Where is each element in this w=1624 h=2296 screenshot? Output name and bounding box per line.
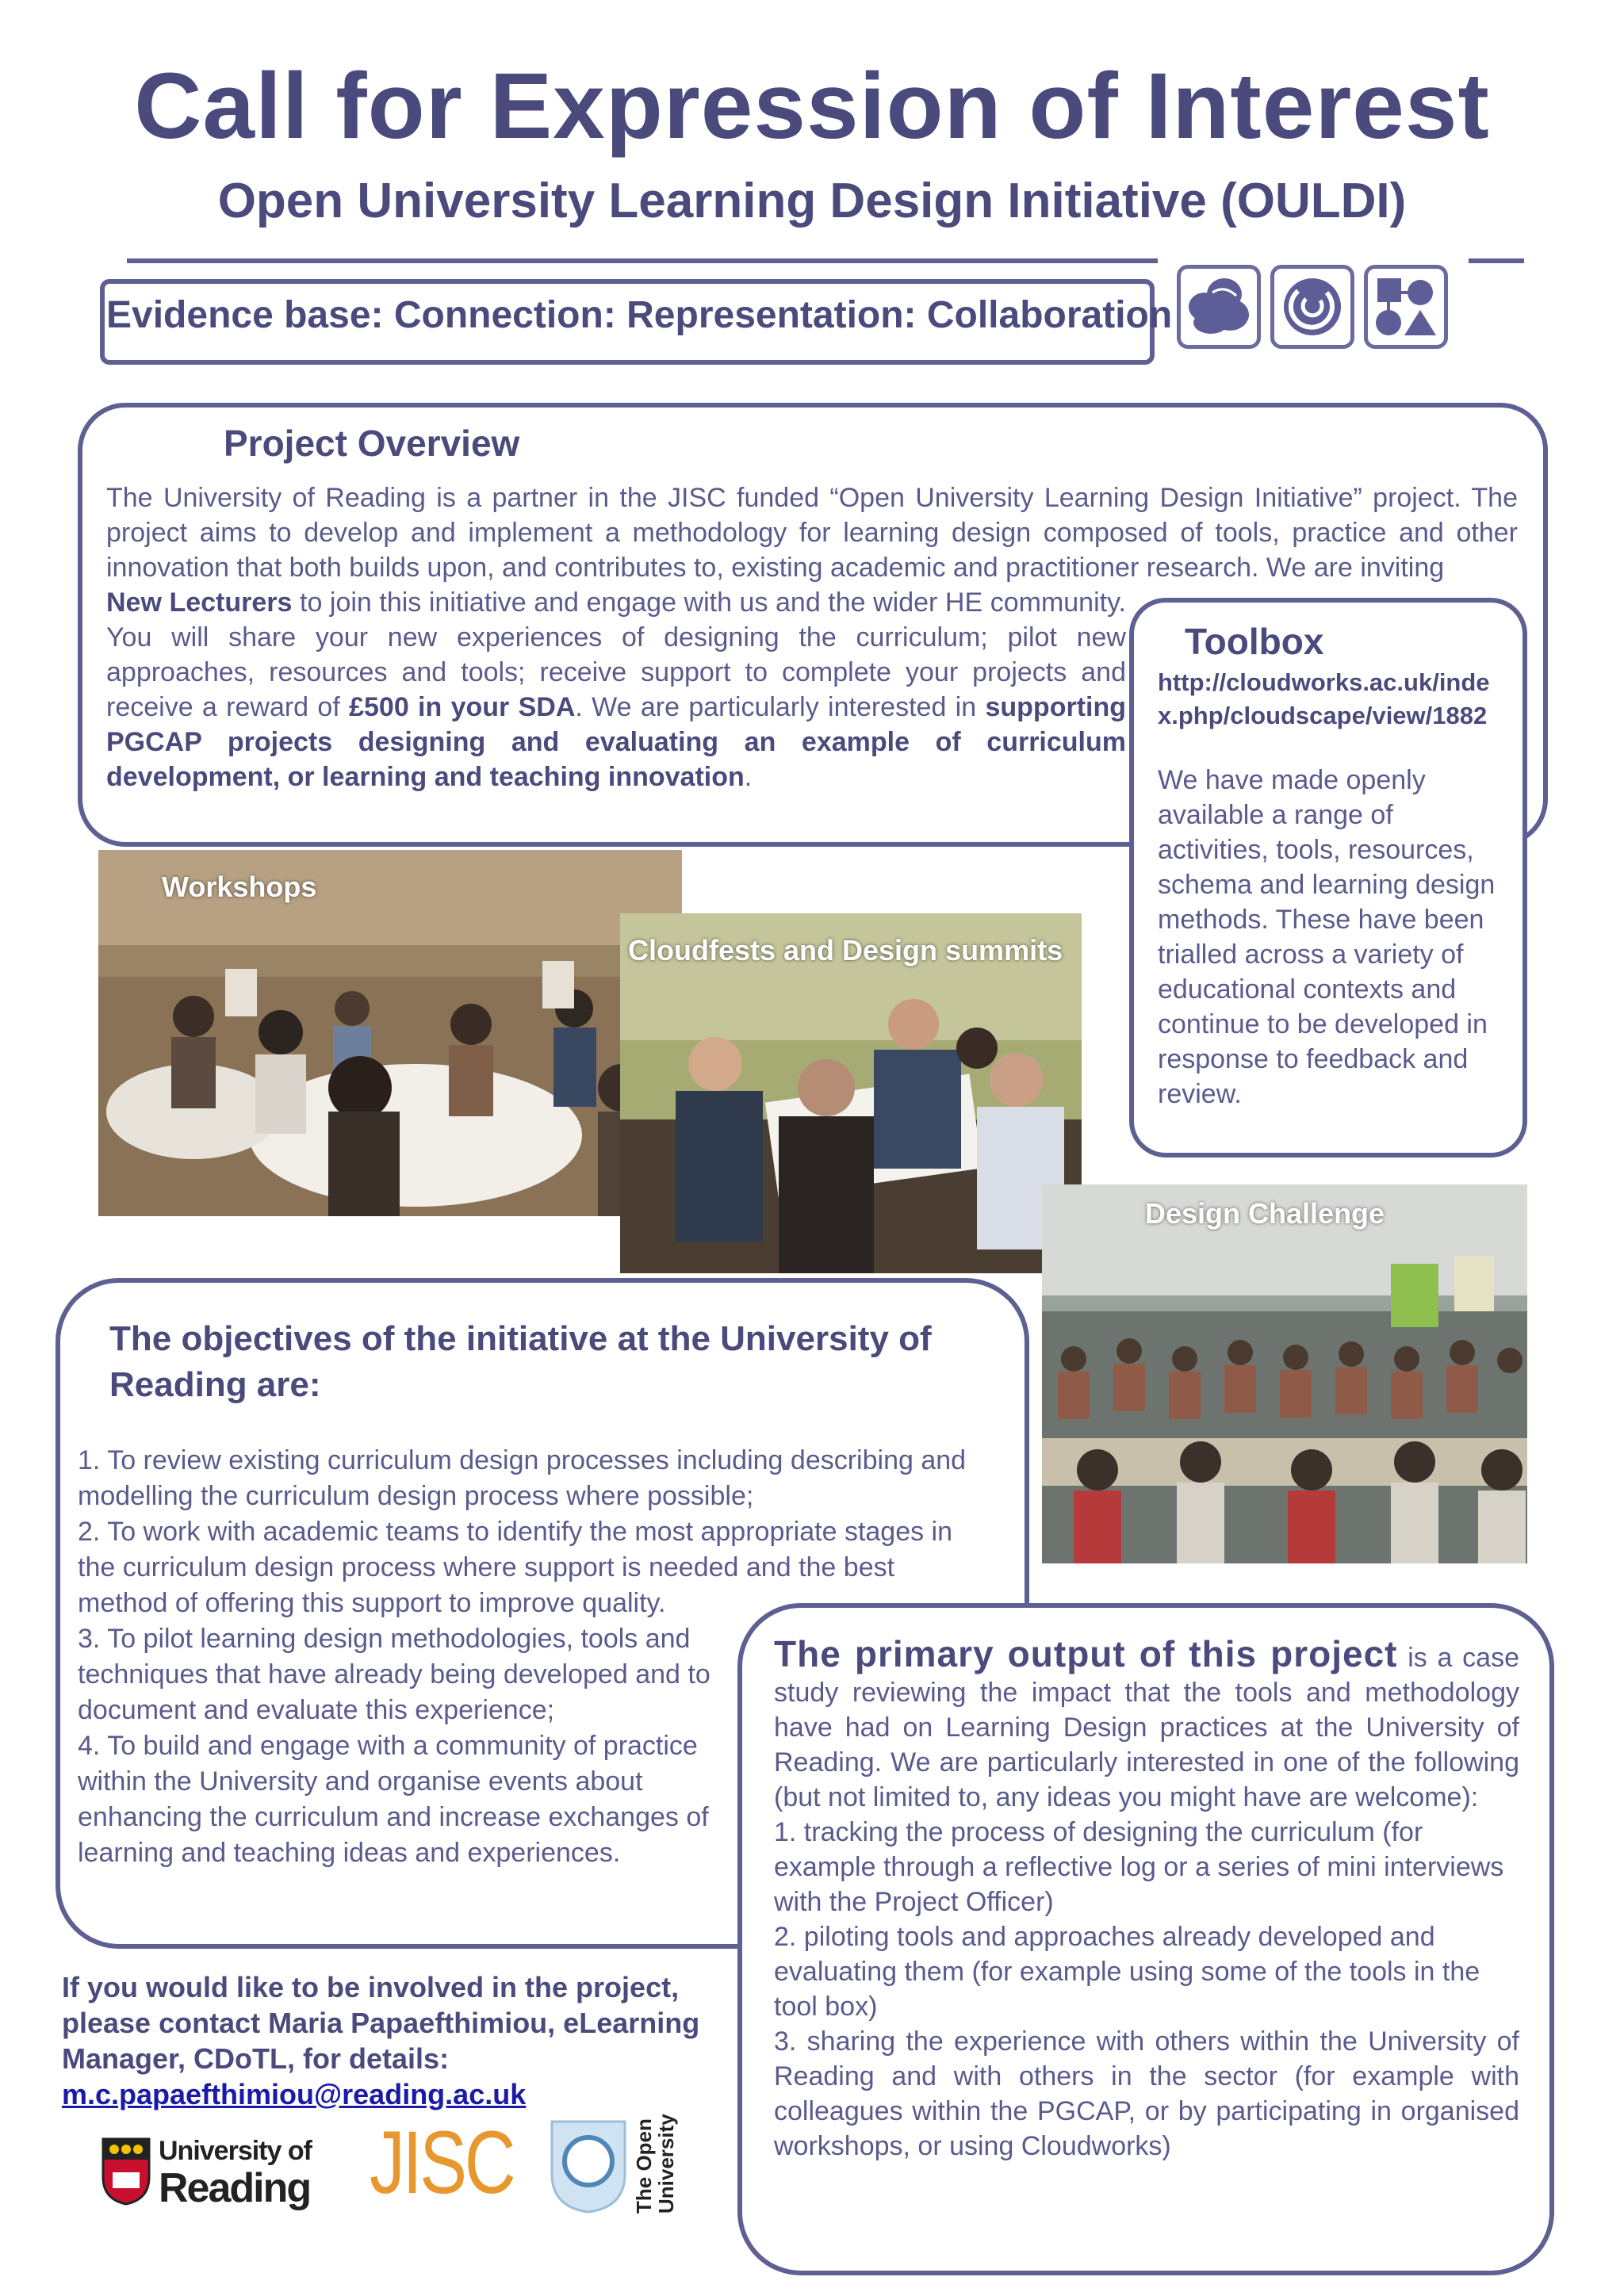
open-university-shield-icon: [549, 2118, 628, 2215]
design-challenge-label: Design Challenge: [1145, 1197, 1385, 1230]
shapes-icon: [1364, 265, 1448, 349]
cloud-icon: [1177, 265, 1261, 349]
header-rule: [127, 258, 1158, 263]
overview-heading: Project Overview: [224, 423, 520, 464]
reward-emphasis: £500 in your SDA: [349, 692, 576, 722]
output-item: 2. piloting tools and approaches already developed and evaluating them (for example using some of the tools in the tool box): [774, 1922, 1480, 2022]
reading-logo-line2: Reading: [159, 2165, 311, 2211]
overview-paragraph-top: The University of Reading is a partner in the JISC funded “Open University Learning Design Initiative” project. The project aims to develop and implement a methodology for learning design composed of tools, practice and other innovation that both builds upon, and contributes to, existing academic and practitioner research. We are inviting: [106, 483, 1518, 583]
open-university-wordmark: The Open University: [632, 2114, 678, 2214]
tagline: Evidence base: Connection: Representation: Collaboration: [106, 294, 1173, 336]
objective-item: 1. To review existing curriculum design processes including describing and modelling the curriculum design process where possible;: [78, 1445, 967, 1511]
objective-item: 2. To work with academic teams to identify the most appropriate stages in the curriculum design process where support is needed and the best method of offering this support to improve quality.: [78, 1517, 953, 1618]
overview-paragraph-bottom: New Lecturers to join this initiative and engage with us and the wider HE community. You will share your new experiences of designing the curriculum; pilot new approaches, resources and tools; receive support to complete your projects and receive a reward of £500 in your SDA. We are particularly interested in supporting PGCAP projects designing and evaluating an example of curriculum development, or learning and teaching innovation.: [106, 587, 1127, 792]
header-rule-short: [1469, 258, 1524, 263]
workshops-photo: [98, 850, 682, 1216]
toolbox-heading: Toolbox: [1185, 621, 1324, 662]
objectives-heading: The objectives of the initiative at the University of Reading are:: [109, 1319, 932, 1404]
new-lecturers-emphasis: New Lecturers: [106, 587, 293, 618]
cloudfests-label: Cloudfests and Design summits: [628, 934, 1063, 966]
pgcap-emphasis: supporting PGCAP projects designing and evaluating an example of curriculum development, or learning and teaching innovation: [106, 692, 1127, 792]
output-item: 1. tracking the process of designing the curriculum (for example through a reflective log or a series of mini interviews with the Project Officer): [774, 1817, 1504, 1917]
reading-crest-icon: [102, 2137, 151, 2206]
output-item: 3. sharing the experience with others within the University of Reading and with others in the sector (for example with colleagues within the PGCAP, or by participating in organised workshops, or using Cloudworks): [774, 2026, 1519, 2161]
primary-output-heading: The primary output of this project: [774, 1633, 1398, 1674]
contact-email-link[interactable]: m.c.papaefthimiou@reading.ac.uk: [62, 2078, 527, 2110]
open-university-logo: [549, 2114, 691, 2221]
cloudfests-photo: [620, 913, 1082, 1273]
objective-item: 4. To build and engage with a community of practice within the University and organise events about enhancing the curriculum and increase exchanges of learning and teaching ideas and experiences.: [78, 1731, 709, 1868]
jisc-logo: JISC: [370, 2113, 514, 2212]
objective-item: 3. To pilot learning design methodologies, tools and techniques that have already being developed and to document and evaluate this experience;: [78, 1624, 710, 1725]
design-challenge-photo: [1042, 1184, 1527, 1563]
page-title: Call for Expression of Interest: [134, 54, 1490, 159]
toolbox-text: We have made openly available a range of activities, tools, resources, schema and learning design methods. These have been trialled across a variety of educational contexts and continue to be developed in response to feedback and review.: [1158, 765, 1496, 1109]
workshops-label: Workshops: [162, 871, 317, 903]
primary-output-text: The primary output of this project is a case study reviewing the impact that the tools and methodology have had on Learning Design practices at the University of Reading. We are particularly interested in one of the following (but not limited to, any ideas you might have are welcome): 1. tracking the process of designing the curriculum (for example through a reflective log or a series of mini interviews with the Project Officer) 2. piloting tools and approaches already developed and evaluating them (for example using some of the tools in the tool box) 3. sharing the experience with others within the University of Reading and with others in the sector (for example with colleagues within the PGCAP, or by participating in organised workshops, or using Cloudworks): [774, 1636, 1519, 2164]
connection-swirl-icon: [1270, 265, 1354, 349]
toolbox-link[interactable]: http://cloudworks.ac.uk/index.php/cloudscape/view/1882: [1158, 668, 1490, 729]
university-of-reading-logo: [102, 2133, 316, 2212]
reading-logo-line1: University of: [159, 2136, 312, 2166]
contact-block: [62, 1969, 728, 2112]
contact-text: If you would like to be involved in the project, please contact Maria Papaefthimiou, eLearning Manager, CDoTL, for details:: [62, 1971, 700, 2075]
page-subtitle: Open University Learning Design Initiative (OULDI): [217, 174, 1407, 228]
